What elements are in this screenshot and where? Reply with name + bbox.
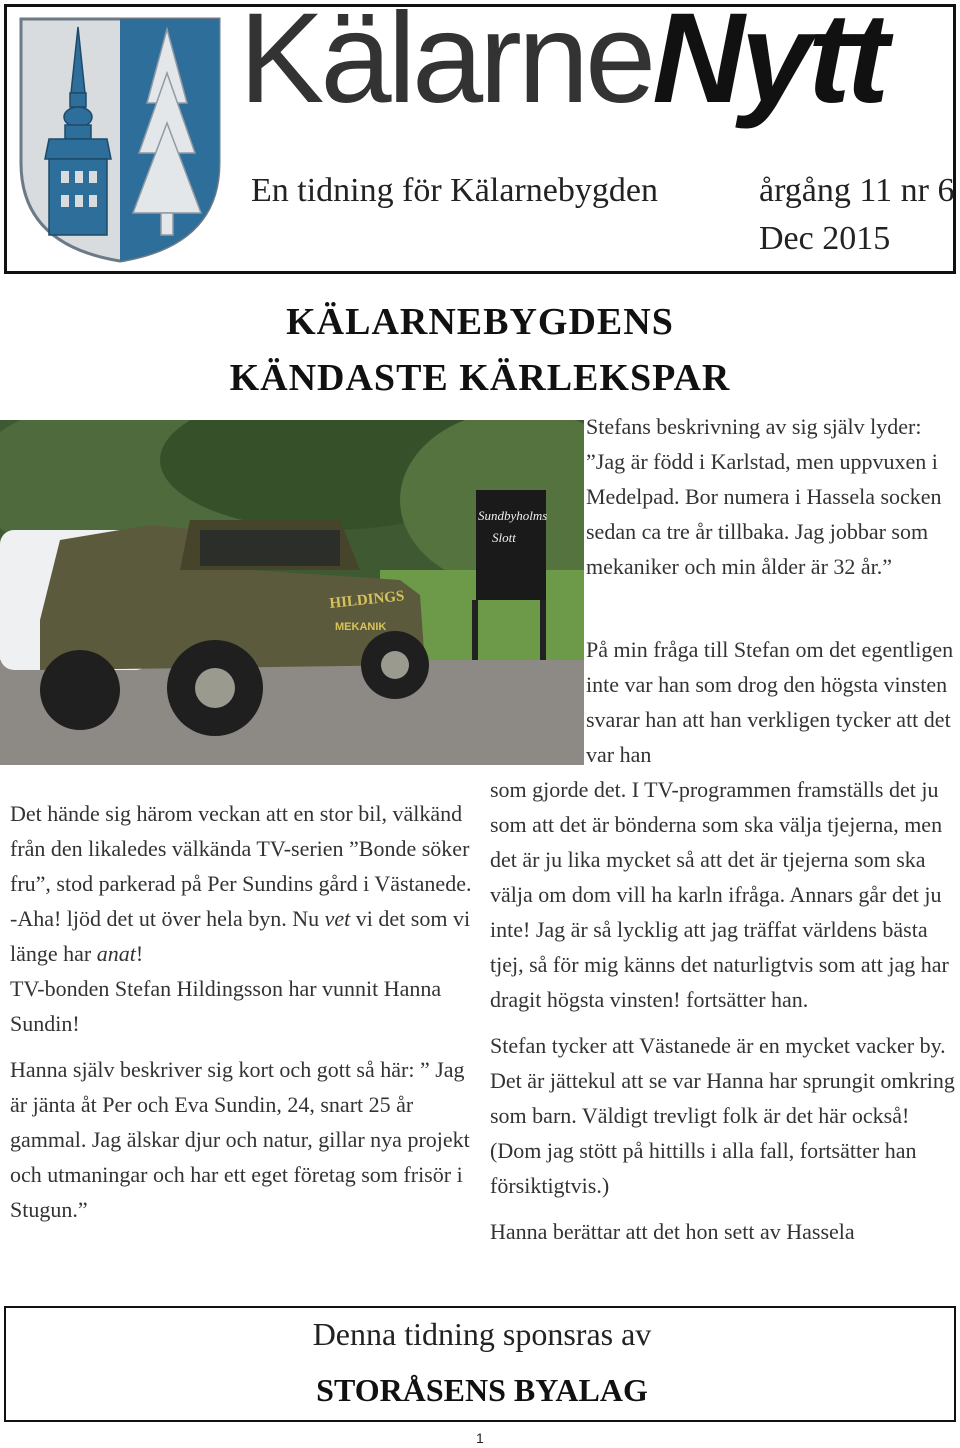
stefan-description: Stefans beskrivning av sig själv lyder: ”Jag är född i Karlstad, men uppvuxen i Medelpad. Bor numera i Hassela socken sedan ca tre år tillbaka. Jag jobbar som mekaniker och min ålder är 32 år.” [586, 414, 942, 579]
intro-paragraph: Det hände sig härom veckan att en stor bil, välkänd från den likaledes välkända TV-serien ”Bonde söker fru”, stod parkerad på Per Sundins gård i Västanede. [10, 801, 472, 896]
sponsor-name: STORÅSENS BYALAG [316, 1372, 648, 1408]
masthead [4, 0, 956, 274]
sign-text-1: Sundbyholms [478, 508, 548, 523]
village-paragraph: Stefan tycker att Västanede är en mycket vacker by. Det är jättekul att se var Hanna har sprungit omkring som barn. Väldigt trevligt folk är det här också! (Dom jag stött på hittills i alla fall, fortsätter han försiktigtvis.) [490, 1033, 955, 1198]
hanna-hassela-paragraph: Hanna berättar att det hon sett av Hassela [490, 1219, 855, 1244]
article-right-column [490, 632, 956, 1249]
article-left-column [10, 796, 478, 1227]
sponsor-box [4, 1306, 956, 1422]
hanna-description: Hanna själv beskriver sig kort och gott så här: ” Jag är jänta åt Per och Eva Sundin, 24, snart 25 år gammal. Jag älskar djur och natur, gillar nya projekt och utmaningar och har ett eget företag som frisör i Stugun.” [10, 1057, 470, 1222]
sign-text-2: Slott [492, 530, 516, 545]
answer-indented-part: På min fråga till Stefan om det egentligen inte var han som drog den högsta vinsten svarar han att han verkligen tycker att det var han [586, 637, 954, 767]
aha-paragraph: -Aha! ljöd det ut över hela byn. Nu vet vi det som vi länge har anat! [10, 906, 471, 966]
issue-number: årgång 11 nr 6 [759, 172, 955, 209]
coat-of-arms-icon [15, 13, 225, 265]
tagline: En tidning för Kälarnebygden [251, 172, 658, 209]
winner-paragraph: TV-bonden Stefan Hildingsson har vunnit Hanna Sundin! [10, 976, 442, 1036]
sponsor-intro: Denna tidning sponsras av [312, 1316, 652, 1352]
article-headline [0, 294, 960, 406]
headline-line-2: KÄNDASTE KÄRLEKSPAR [229, 357, 731, 399]
stefan-answer-paragraph [490, 632, 956, 1017]
issue-date: Dec 2015 [759, 220, 891, 257]
truck-door-text-2: MEKANIK [335, 621, 387, 633]
headline-line-1: KÄLARNEBYGDENS [286, 301, 674, 343]
newspaper-logo: KälarneNytt [239, 0, 886, 130]
page-number: 1 [476, 1430, 484, 1446]
answer-rest: som gjorde det. I TV-programmen framställs det ju som att det är bönderna som ska välja tjejerna, men det är ju lika mycket så att det är tjejerna som ska välja om dom vill ha karln ifråga. Annars går det ju inte! Jag är så lycklig att jag träffat världens bästa tjej, så för mig känns det naturligtvis som att jag har dragit högsta vinsten! fortsätter han. [490, 777, 949, 1012]
truck-door-text-1: HILDINGS [328, 588, 406, 612]
article-right-top [586, 409, 954, 584]
